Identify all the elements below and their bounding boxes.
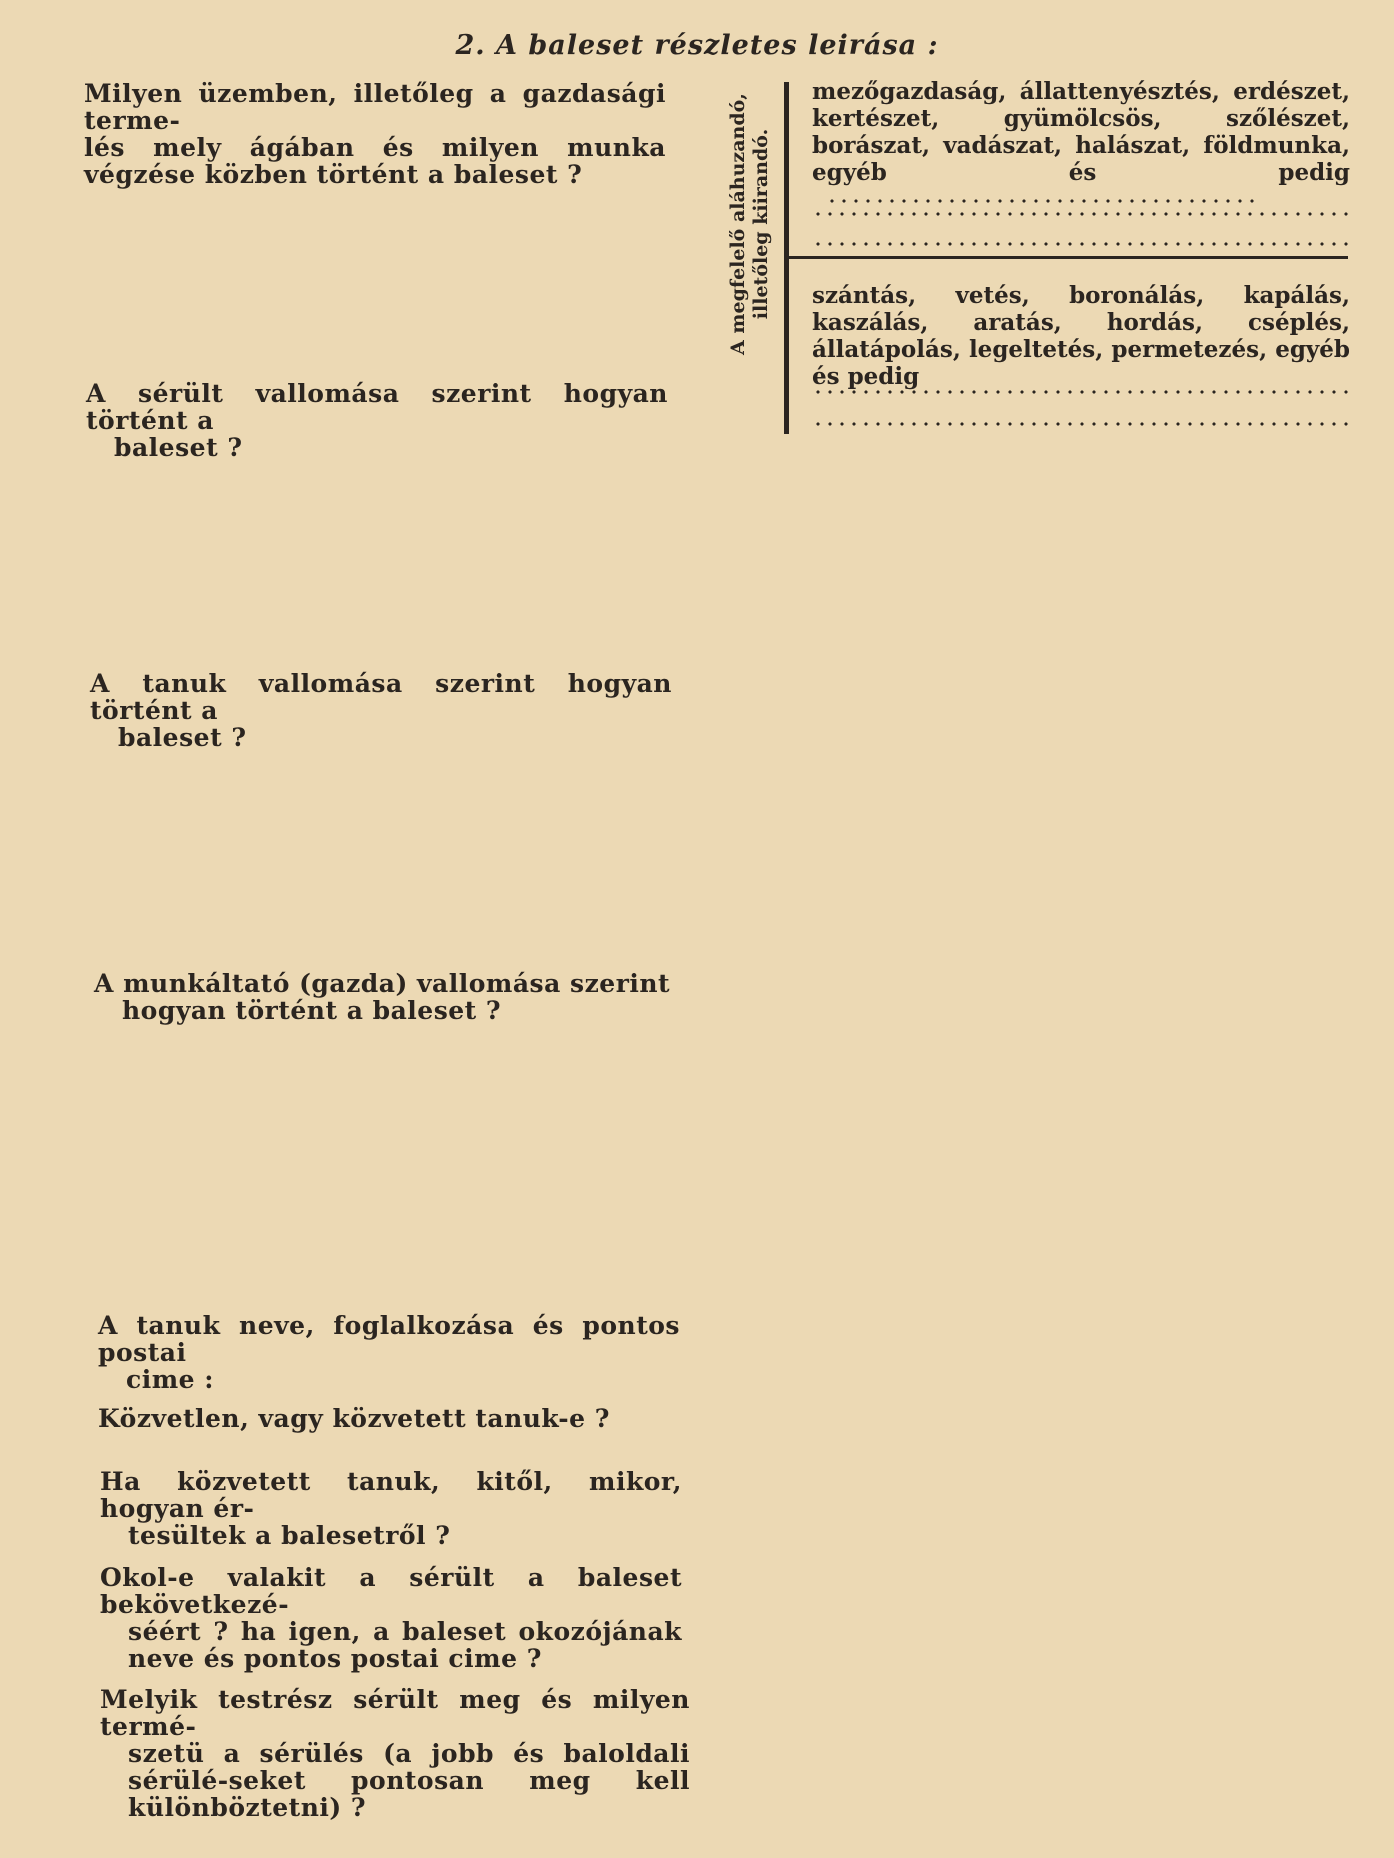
question-industry (84, 80, 666, 188)
fill-in-dotted-line[interactable] (812, 390, 1348, 394)
question-text-rest: baleset ? (118, 723, 247, 752)
question-direct-witness (98, 1405, 680, 1432)
question-blame (100, 1564, 682, 1672)
question-text-line1: Okol-e valakit a sérült a baleset bekövetkezé- (100, 1563, 682, 1619)
question-text-rest: séért ? ha igen, a baleset okozójának neve és pontos postai cime ? (128, 1617, 682, 1673)
question-text-line1: Közvetlen, vagy közvetett tanuk-e ? (98, 1404, 610, 1433)
question-witness-names (98, 1312, 680, 1393)
question-text-line1: Melyik testrész sérült meg és milyen termé- (100, 1685, 690, 1741)
section-title: 2. A baleset részletes leirása : (455, 30, 939, 61)
question-text-rest: cime : (126, 1365, 215, 1394)
horizontal-rule (784, 256, 1348, 259)
question-text-rest: lés mely ágában és milyen munka végzése közben történt a baleset ? (84, 133, 666, 189)
question-text-rest: baleset ? (114, 433, 243, 462)
instruction-line2: illetőleg kiirandó. (750, 128, 772, 320)
instruction-side-label (722, 78, 778, 370)
fill-in-dotted-line[interactable] (812, 422, 1348, 426)
instruction-line1: A megfelelő aláhuzandó, (727, 93, 749, 355)
industry-options (812, 78, 1350, 213)
question-text-line1: A tanuk neve, foglalkozása és pontos postai (98, 1311, 680, 1367)
question-text-line1: A munkáltató (gazda) vallomása szerint (94, 969, 671, 998)
question-employer-statement (94, 970, 676, 1024)
fill-in-dotted-line[interactable] (812, 212, 1348, 216)
question-text-line1: A tanuk vallomása szerint hogyan történt a (90, 669, 672, 725)
fill-in-dotted-line[interactable] (826, 199, 1256, 203)
question-text-rest: tesültek a balesetről ? (128, 1521, 451, 1550)
question-text-line1: Ha közvetett tanuk, kitől, mikor, hogyan ér- (100, 1467, 682, 1523)
work-options-text: szántás, vetés, boronálás, kapálás, kaszálás, aratás, hordás, cséplés, állatápolás, legeltetés, permetezés, egyéb és pedig (812, 282, 1350, 390)
question-injured-statement (86, 380, 668, 461)
question-text-line1: Milyen üzemben, illetőleg a gazdasági terme- (84, 79, 666, 135)
question-injured-body-part (100, 1686, 690, 1821)
industry-options-text: mezőgazdaság, állattenyésztés, erdészet, kertészet, gyümölcsös, szőlészet, borászat, vadászat, halászat, földmunka, egyéb és pedig (812, 78, 1350, 186)
question-text-line1: A sérült vallomása szerint hogyan történt a (86, 379, 668, 435)
fill-in-dotted-line[interactable] (812, 242, 1348, 246)
work-options (812, 282, 1350, 390)
question-text-rest: hogyan történt a baleset ? (122, 996, 502, 1025)
question-text-rest: szetü a sérülés (a jobb és baloldali sérülé-seket pontosan meg kell különböztetni) ? (128, 1739, 690, 1822)
question-indirect-source (100, 1468, 682, 1549)
question-witness-statement (90, 670, 672, 751)
